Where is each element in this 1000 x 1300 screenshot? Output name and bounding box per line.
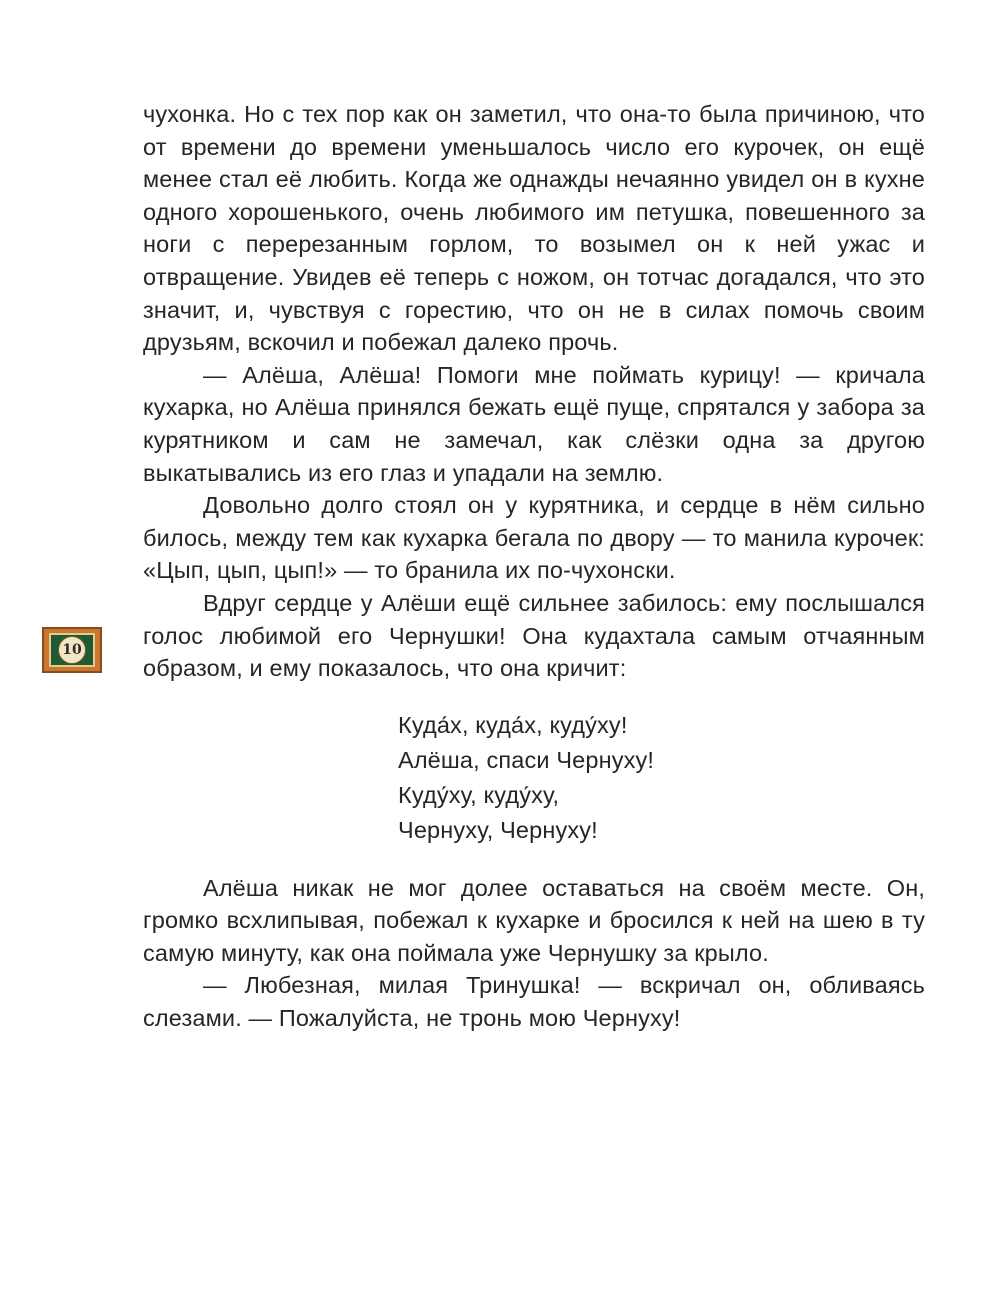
paragraph: Алёша никак не мог долее оставаться на своём месте. Он, громко всхлипывая, побежал к кухарке и бросился к ней на шею в ту самую минуту, как она поймала уже Чернушку за крыло. — [143, 874, 925, 966]
paragraph: Вдруг сердце у Алёши ещё сильнее забилось: ему послышался голос любимой его Чернушки! Она кудахтала самым отчаянным образом, и ему показалось, что она кричит: — [143, 589, 925, 682]
page-number: 10 — [58, 636, 86, 664]
verse-line: Куду́ху, куду́ху, — [398, 781, 560, 808]
verse-line: Куда́х, куда́х, куду́ху! — [398, 711, 628, 738]
verse-block — [398, 708, 925, 848]
paragraph: чухонка. Но с тех пор как он заметил, что она-то была причиною, что от времени до времени уменьшалось число его курочек, он ещё менее стал её любить. Когда же однажды нечаянно увидел он в кухне одного хорошенького, очень любимого им петушка, повешенного за ноги с перерезанным горлом, то возымел он к ней ужас и отвращение. Увидев её теперь с ножом, он тотчас догадался, что это значит, и, чувствуя с горестию, что он не в силах помочь своим друзьям, вскочил и побежал далеко прочь. — [143, 101, 925, 356]
paragraph: — Любезная, милая Тринушка! — вскричал он, обливаясь слезами. — Пожалуйста, не тронь мою Чернуху! — [143, 972, 925, 1032]
paragraph: — Алёша, Алёша! Помоги мне поймать курицу! — кричала кухарка, но Алёша принялся бежать ещё пуще, спрятался у забора за курятником и сам не замечал, как слёзки одна за другою выкатывались из его глаз и упадали на землю. — [143, 361, 925, 486]
page-body-text — [143, 98, 925, 1035]
page-number-badge — [42, 627, 102, 673]
verse-line: Алёша, спаси Чернуху! — [398, 746, 655, 773]
verse-line: Чернуху, Чернуху! — [398, 816, 598, 843]
page-number-frame — [49, 633, 95, 667]
paragraph: Довольно долго стоял он у курятника, и сердце в нём сильно билось, между тем как кухарка бегала по двору — то манила курочек: «Цып, цып, цып!» — то бранила их по-чухонски. — [143, 492, 925, 584]
